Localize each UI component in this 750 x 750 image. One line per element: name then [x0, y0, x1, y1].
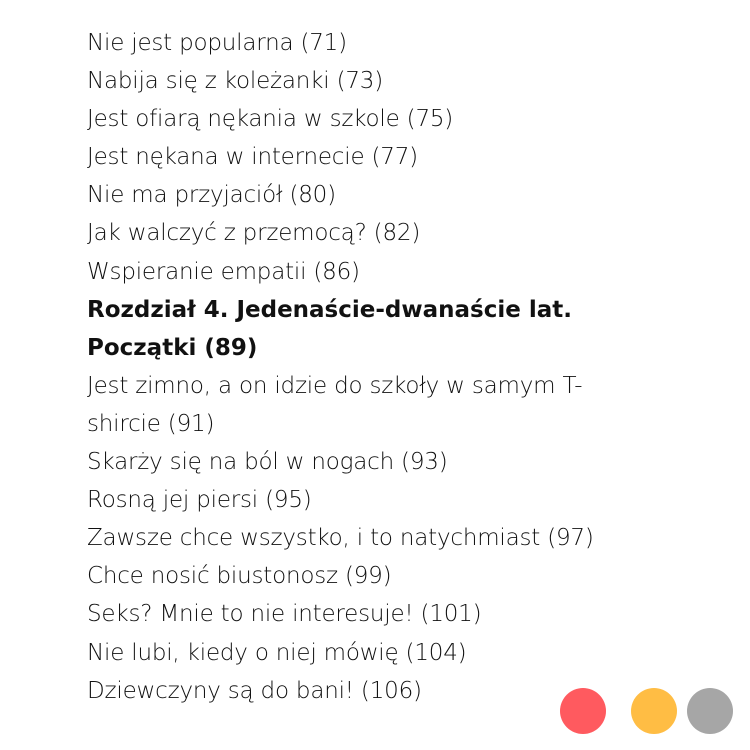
red-dot-icon: [560, 688, 606, 734]
chapter-heading-line-2: Początki (89): [87, 334, 258, 361]
toc-entry-breasts-growing: Rosną jej piersi (95): [87, 487, 312, 514]
toc-entry-not-popular: Nie jest popularna (71): [87, 30, 347, 56]
yellow-dot-icon: [631, 688, 677, 734]
toc-entry-wants-bra: Chce nosić biustonosz (99): [87, 563, 392, 590]
toc-entry-mocks-friend: Nabija się z koleżanki (73): [87, 68, 383, 95]
toc-entry-tshirt-line-1: Jest zimno, a on idzie do szkoły w samym T-: [87, 372, 583, 399]
chapter-heading-line-1: Rozdział 4. Jedenaście-dwanaście lat.: [87, 296, 572, 323]
toc-entry-not-interested: Seks? Mnie to nie interesuje! (101): [87, 601, 482, 628]
toc-entry-tshirt-line-2: shircie (91): [87, 410, 215, 437]
decorative-dots: [560, 688, 740, 736]
toc-entry-supporting-empathy: Wspieranie empatii (86): [87, 258, 360, 285]
toc-entry-leg-pain: Skarży się na ból w nogach (93): [87, 449, 448, 476]
toc-entry-dislikes-being-talked-about: Nie lubi, kiedy o niej mówię (104): [87, 639, 467, 666]
toc-entry-no-friends: Nie ma przyjaciół (80): [87, 182, 336, 209]
toc-entry-fight-violence: Jak walczyć z przemocą? (82): [87, 220, 421, 247]
toc-entry-bullied-at-school: Jest ofiarą nękania w szkole (75): [87, 106, 454, 133]
gray-dot-icon: [687, 688, 733, 734]
toc-entry-girls-suck: Dziewczyny są do bani! (106): [87, 677, 422, 704]
table-of-contents: [87, 24, 687, 710]
toc-entry-wants-everything: Zawsze chce wszystko, i to natychmiast (97): [87, 525, 594, 552]
toc-entry-bullied-online: Jest nękana w internecie (77): [87, 144, 418, 171]
